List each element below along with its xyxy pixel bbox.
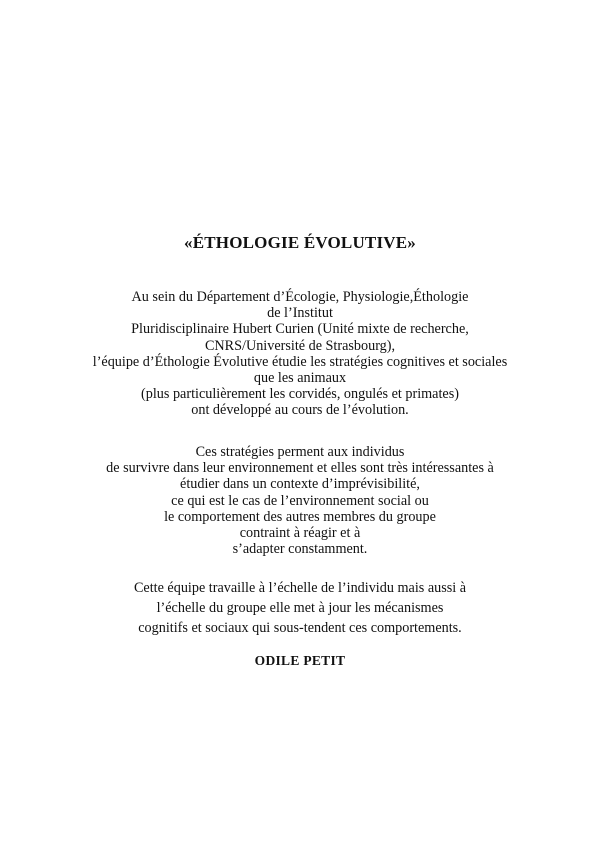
paragraph-line: (plus particulièrement les corvidés, ongulés et primates) [141,386,459,403]
paragraph-line: s’adapter constamment. [232,541,368,558]
paragraph-line: étudier dans un contexte d’imprévisibilité, [180,476,420,493]
paragraph-line: Pluridisciplinaire Hubert Curien (Unité mixte de recherche, [131,321,469,338]
document-title: «ÉTHOLOGIE ÉVOLUTIVE» [184,233,416,252]
paragraph-line: l’équipe d’Éthologie Évolutive étudie les stratégies cognitives et sociales [92,353,508,370]
paragraph-line: ce qui est le cas de l’environnement social ou [171,492,429,509]
paragraph-line: que les animaux [253,370,347,387]
paragraph-line: l’échelle du groupe elle met à jour les mécanismes [156,600,444,616]
paragraph-line: de l’Institut [267,305,333,322]
paragraph-intro [40,289,560,419]
paragraph-strategies [40,444,560,557]
paragraph-line: cognitifs et sociaux qui sous-tendent ces comportements. [138,620,462,636]
paragraph-line: le comportement des autres membres du groupe [164,508,436,525]
paragraph-line: contraint à réagir et à [239,525,361,542]
paragraph-line: ont développé au cours de l’évolution. [191,402,409,419]
paragraph-team [40,578,560,638]
paragraph-line: Ces stratégies perment aux individus [195,444,405,460]
author-name: ODILE PETIT [254,653,346,668]
paragraph-line: de survivre dans leur environnement et elles sont très intéressantes à [106,460,494,477]
paragraph-line: CNRS/Université de Strasbourg), [204,337,396,354]
paragraph-line: Au sein du Département d’Écologie, Physiologie,Éthologie [131,289,469,305]
paragraph-line: Cette équipe travaille à l’échelle de l’individu mais aussi à [133,580,467,596]
